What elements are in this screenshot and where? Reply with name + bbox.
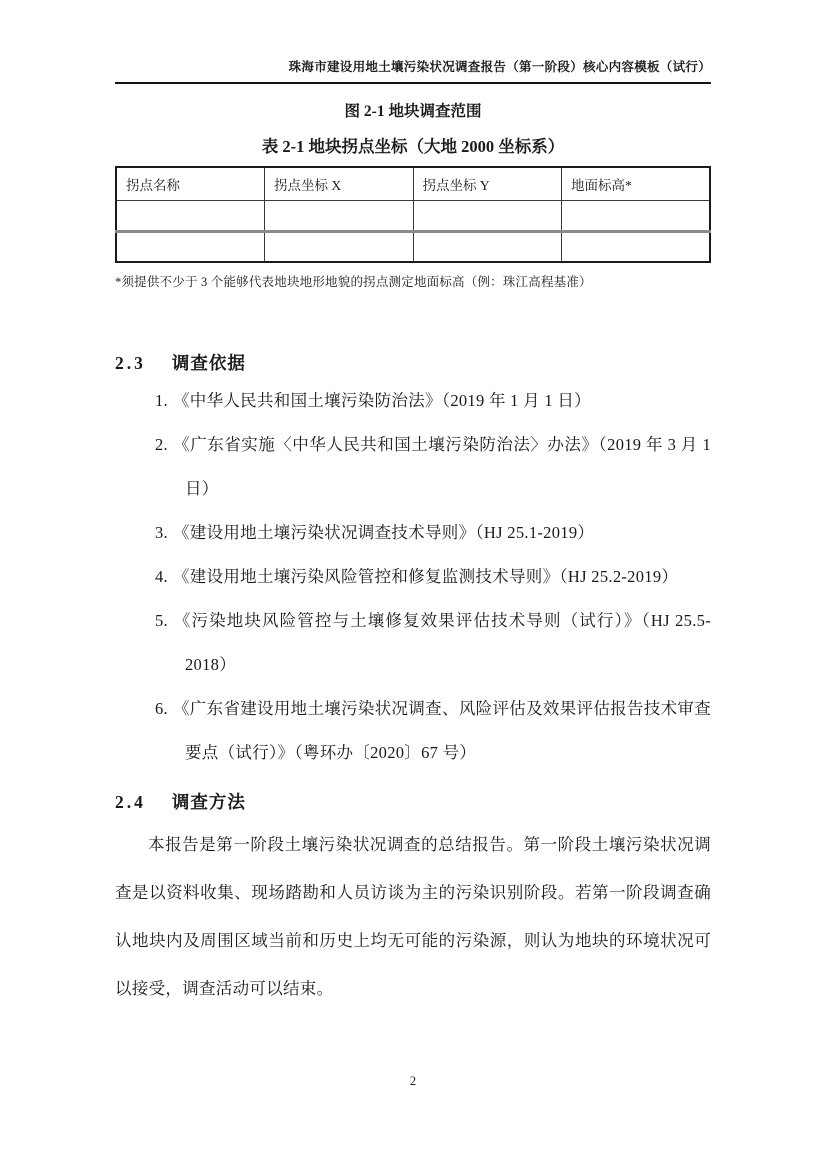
header-divider-line — [115, 82, 711, 84]
table-cell — [116, 231, 265, 262]
corner-coordinates-table — [115, 166, 711, 263]
list-item — [155, 379, 711, 423]
section-heading-2-3 — [115, 350, 711, 375]
list-item-text: 《广东省实施〈中华人民共和国土壤污染防治法〉办法》（2019 年 3 月 1 日） — [172, 435, 711, 498]
table-footnote: *须提供不少于 3 个能够代表地块地形地貌的拐点测定地面标高（例：珠江高程基准） — [115, 275, 592, 289]
column-header-elevation: 地面标高* — [562, 167, 711, 200]
section-title: 调查依据 — [171, 353, 246, 373]
column-header-corner-name: 拐点名称 — [116, 167, 265, 200]
list-item-text: 《建设用地土壤污染风险管控和修复监测技术导则》（HJ 25.2-2019） — [172, 567, 679, 586]
list-item-text: 《中华人民共和国土壤污染防治法》（2019 年 1 月 1 日） — [172, 391, 591, 410]
table-cell — [116, 200, 265, 231]
list-item-text: 《建设用地土壤污染状况调查技术导则》（HJ 25.1-2019） — [172, 523, 595, 542]
table-cell — [265, 200, 414, 231]
table-cell — [413, 200, 562, 231]
table-caption: 表 2-1 地块拐点坐标（大地 2000 坐标系） — [261, 137, 565, 156]
running-header: 珠海市建设用地土壤污染状况调查报告（第一阶段）核心内容模板（试行） — [288, 60, 711, 74]
reference-list — [115, 379, 711, 775]
table-cell — [413, 231, 562, 262]
section-2-4-paragraph: 本报告是第一阶段土壤污染状况调查的总结报告。第一阶段土壤污染状况调查是以资料收集、现场踏勘和人员访谈为主的污染识别阶段。若第一阶段调查确认地块内及周围区域当前和历史上均无可能的污染源，则认为地块的环境状况可以接受，调查活动可以结束。 — [115, 835, 711, 998]
section-title: 调查方法 — [171, 792, 246, 812]
list-item — [155, 423, 711, 511]
list-item-number: 6. — [155, 699, 168, 718]
column-header-coord-x: 拐点坐标 X — [265, 167, 414, 200]
page-number: 2 — [409, 1074, 417, 1088]
column-header-coord-y: 拐点坐标 Y — [413, 167, 562, 200]
section-number: 2.4 — [115, 792, 146, 812]
list-item-number: 4. — [155, 567, 168, 586]
list-item-number: 2. — [155, 435, 168, 454]
figure-caption: 图 2-1 地块调查范围 — [344, 103, 482, 120]
table-cell — [265, 231, 414, 262]
section-heading-2-4 — [115, 789, 711, 814]
list-item — [155, 511, 711, 555]
table-header-row — [116, 167, 710, 200]
list-item-text: 《污染地块风险管控与土壤修复效果评估技术导则（试行）》（HJ 25.5-2018） — [172, 611, 711, 674]
list-item — [155, 687, 711, 775]
list-item-number: 1. — [155, 391, 168, 410]
list-item — [155, 599, 711, 687]
section-number: 2.3 — [115, 353, 146, 373]
table-cell — [562, 200, 711, 231]
table-row — [116, 200, 710, 231]
list-item-number: 5. — [155, 611, 168, 630]
list-item — [155, 555, 711, 599]
list-item-number: 3. — [155, 523, 168, 542]
table-row — [116, 231, 710, 262]
table-cell — [562, 231, 711, 262]
list-item-text: 《广东省建设用地土壤污染状况调查、风险评估及效果评估报告技术审查要点（试行）》（粤环办〔2020〕67 号） — [172, 699, 711, 762]
page-content — [115, 0, 711, 1013]
